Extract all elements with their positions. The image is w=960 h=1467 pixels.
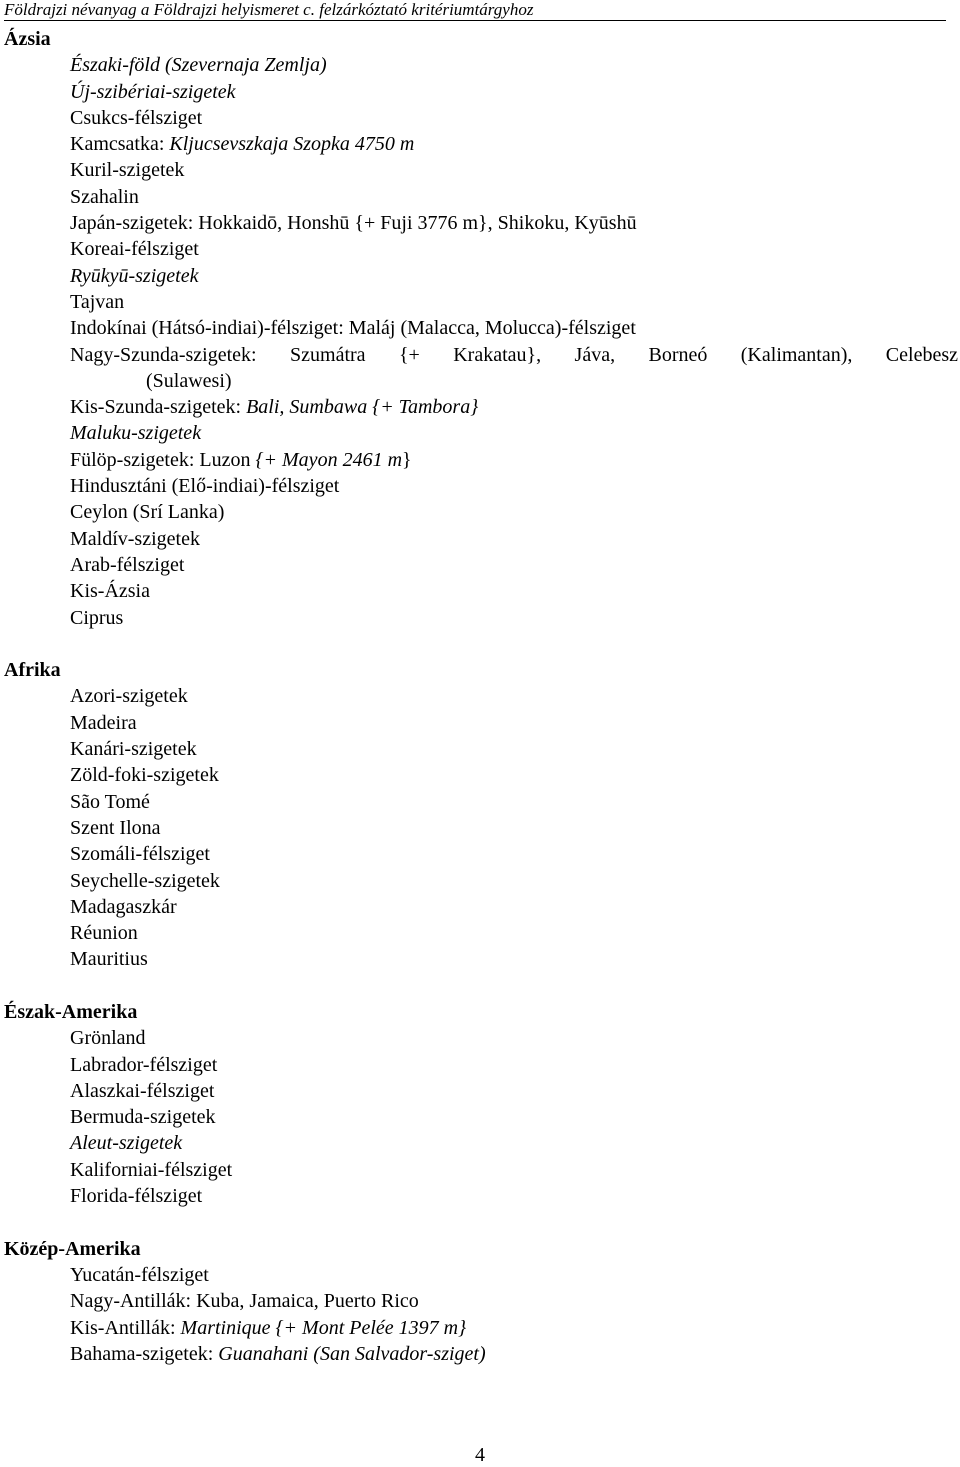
- item-text-italic: Kljucsevszkaja Szopka 4750 m: [169, 133, 415, 156]
- item-text-italic: Guanahani (San Salvador-sziget): [218, 1342, 486, 1365]
- list-item: Alaszkai-félsziget: [70, 1079, 215, 1102]
- list-item: Grönland: [70, 1027, 146, 1050]
- list-item: Zöld-foki-szigetek: [70, 764, 219, 787]
- list-item: Arab-félsziget: [70, 553, 185, 576]
- item-text-continued: (Sulawesi): [146, 369, 232, 392]
- list-item: Koreai-félsziget: [70, 238, 199, 261]
- north-america-list: [0, 1025, 960, 1209]
- item-text: Bahama-szigetek:: [70, 1342, 219, 1365]
- item-text: Kamcsatka:: [70, 133, 170, 156]
- section-title-asia: Ázsia: [4, 28, 51, 50]
- list-item: [70, 394, 960, 420]
- page-number: 4: [475, 1444, 485, 1466]
- list-item: Japán-szigetek: Hokkaidō, Honshū {+ Fuji 3776 m}, Shikoku, Kyūshū: [70, 212, 637, 235]
- list-item: Aleut-szigetek: [70, 1132, 183, 1155]
- list-item: [70, 1341, 960, 1367]
- list-item: Ceylon (Srí Lanka): [70, 501, 225, 524]
- list-item: Maldív-szigetek: [70, 527, 200, 550]
- list-item: Madeira: [70, 711, 137, 734]
- list-item: [70, 342, 958, 395]
- item-text: }: [402, 448, 412, 471]
- list-item: Szahalin: [70, 185, 139, 208]
- item-text-italic: Bali, Sumbawa {+ Tambora}: [246, 396, 479, 419]
- list-item: Tajvan: [70, 290, 125, 313]
- list-item: [70, 447, 960, 473]
- list-item: Bermuda-szigetek: [70, 1106, 216, 1129]
- list-item: Yucatán-félsziget: [70, 1263, 209, 1286]
- list-item: Északi-föld (Szevernaja Zemlja): [70, 54, 327, 77]
- item-text: Kis-Szunda-szigetek:: [70, 396, 247, 419]
- list-item: Csukcs-félsziget: [70, 106, 203, 129]
- item-text: Fülöp-szigetek: Luzon: [70, 448, 256, 471]
- list-item: Réunion: [70, 922, 138, 945]
- list-item: Hindusztáni (Elő-indiai)-félsziget: [70, 475, 340, 498]
- africa-list: [0, 683, 960, 972]
- section-title-central-america: Közép-Amerika: [4, 1237, 141, 1260]
- list-item: Ryūkyū-szigetek: [70, 264, 199, 287]
- list-item: Mauritius: [70, 948, 148, 971]
- item-text: Kis-Antillák:: [70, 1316, 181, 1339]
- list-item: Kanári-szigetek: [70, 738, 197, 761]
- section-title-north-america: Észak-Amerika: [4, 1000, 138, 1023]
- list-item: Szomáli-félsziget: [70, 843, 210, 866]
- list-item: [70, 131, 960, 157]
- spacer: [0, 973, 960, 999]
- list-item: Seychelle-szigetek: [70, 869, 220, 892]
- list-item: Florida-félsziget: [70, 1185, 203, 1208]
- section-title-africa: Afrika: [4, 659, 61, 682]
- central-america-list: [0, 1262, 960, 1367]
- list-item: Kis-Ázsia: [70, 580, 150, 603]
- list-item: Új-szibériai-szigetek: [70, 80, 236, 103]
- running-header: Földrajzi névanyag a Földrajzi helyismeret c. felzárkóztató kritériumtárgyhoz: [4, 0, 946, 21]
- list-item: Azori-szigetek: [70, 685, 188, 708]
- item-text-italic: {+ Mayon 2461 m: [255, 448, 403, 471]
- list-item: Labrador-félsziget: [70, 1053, 218, 1076]
- list-item: Nagy-Antillák: Kuba, Jamaica, Puerto Rico: [70, 1290, 419, 1313]
- list-item: Szent Ilona: [70, 816, 161, 839]
- list-item: Indokínai (Hátsó-indiai)-félsziget: Maláj (Malacca, Molucca)-félsziget: [70, 317, 636, 340]
- document-body: [0, 26, 960, 1367]
- list-item: Madagaszkár: [70, 895, 177, 918]
- list-item: São Tomé: [70, 790, 150, 813]
- list-item: Ciprus: [70, 606, 124, 629]
- list-item: Kuril-szigetek: [70, 159, 185, 182]
- list-item: Kaliforniai-félsziget: [70, 1158, 233, 1181]
- spacer: [0, 1209, 960, 1235]
- asia-list: [0, 52, 960, 631]
- list-item: Maluku-szigetek: [70, 422, 202, 445]
- item-text: Nagy-Szunda-szigetek: Szumátra {+ Krakatau}, Jáva, Borneó (Kalimantan), Celebesz: [70, 343, 958, 366]
- list-item: [70, 1315, 960, 1341]
- item-text-italic: Martinique {+ Mont Pelée 1397 m}: [180, 1316, 467, 1339]
- spacer: [0, 631, 960, 657]
